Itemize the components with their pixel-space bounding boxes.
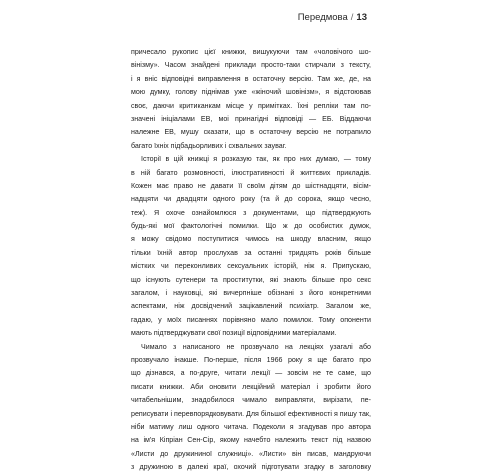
text-line: гадаю, у моїх писаннях порівняно мало помилок. Тому опоненти (131, 315, 371, 324)
text-line: писати книжки. Аби оновити лекційний матеріал і зробити його (131, 382, 371, 391)
text-line: надцяти чи двадцяти одного року (та й до сорока, якщо чесно, (131, 195, 371, 204)
text-line: загалом, і науковці, які вичерпніше обізнані з його конкретними (131, 289, 371, 298)
text-line: і я вніс відповідні виправлення в остаточну версію. Там же, де, на (131, 74, 371, 83)
text-line: на ім'я Кіпріан Сен-Сір, якому начебто належить текст під назвою (131, 436, 371, 445)
text-line: тільки їхній автор прослухав за останні тридцять років більше (131, 248, 371, 257)
text-line: що дізнався, а по-друге, читати лекції — зовсім не те саме, що (131, 369, 371, 378)
page-number: 13 (356, 12, 367, 23)
text-line: мою думку, голову піднімав уже «жіночий шовінізм», я відстоював (131, 88, 371, 97)
text-line: прозвучало інакше. По-перше, після 1966 року я ще багато про (131, 355, 371, 364)
text-line: в ній багато розмовності, ілюстративності й життєвих прикладів. (131, 168, 371, 177)
text-line: Історії в цій книжці я розказую так, як про них думаю, — тому (141, 155, 371, 164)
text-line: реписувати і перевпорядковувати. Для більшої ефективності я пишу так, (131, 409, 371, 418)
text-line: читабельнішим, знадобилося чимало виправляти, вирізати, пе- (131, 396, 371, 405)
text-line: «Листи до дружининої служниці». «Листи» він писав, мандруючи (131, 449, 371, 458)
text-line: вінізму». Часом знайдені приклади просто-таки стирчали з тексту, (131, 61, 371, 70)
text-line: належне ЕВ, мушу сказати, що в остаточну версію не потрапило (131, 128, 371, 137)
text-line: Чимало з написаного не прозвучало на лекціях узагалі або (141, 342, 371, 351)
text-line: причесало рукопис цієї книжки, вишукуючи там «чоловічого шо- (131, 48, 371, 56)
body-text (131, 46, 371, 475)
section-title: Передмова (297, 12, 348, 23)
text-line: аспектами, ніж досвідчений зацікавлений психіатр. Загалом же, (131, 302, 371, 311)
text-line: теж). Я охоче ознайомлюся з документами, що підтверджують (131, 208, 371, 217)
text-line: будь-які мої фактологічні помилки. Що ж до особистих думок, (131, 222, 371, 231)
text-line: я можу свідомо поступитися чимось на шкоду власним, якщо (131, 235, 371, 244)
text-line: мають підтверджувати свої позиції відповідними матеріалами. (131, 329, 337, 338)
running-header (298, 12, 367, 23)
header-separator: / (350, 12, 354, 23)
text-line: що існують сутенери та проститутки, які знають більше про секс (131, 275, 371, 284)
text-line: Кожен має право не давати її своїм дітям до шістнадцяти, вісім- (131, 181, 371, 190)
text-line: своє, даючи критиканкам місце у примітках. Їхні репліки там по- (131, 101, 371, 110)
text-line: ніби матиму лиш одного читача. Подеколи я згадував про автора (131, 422, 371, 431)
text-line: значені ініціалами ЕВ, моі принагідні відповіді — ЕБ. Віддаючи (131, 114, 371, 123)
text-line: багато їхніх підбадьорливих і схвальних зауваг. (131, 141, 287, 150)
text-line: з дружиною в далекі краї, охочий підготувати згадку в заголовку (131, 463, 371, 472)
text-line: містких чи переконливих сексуальних історій, ніж я. Припускаю, (131, 262, 371, 271)
